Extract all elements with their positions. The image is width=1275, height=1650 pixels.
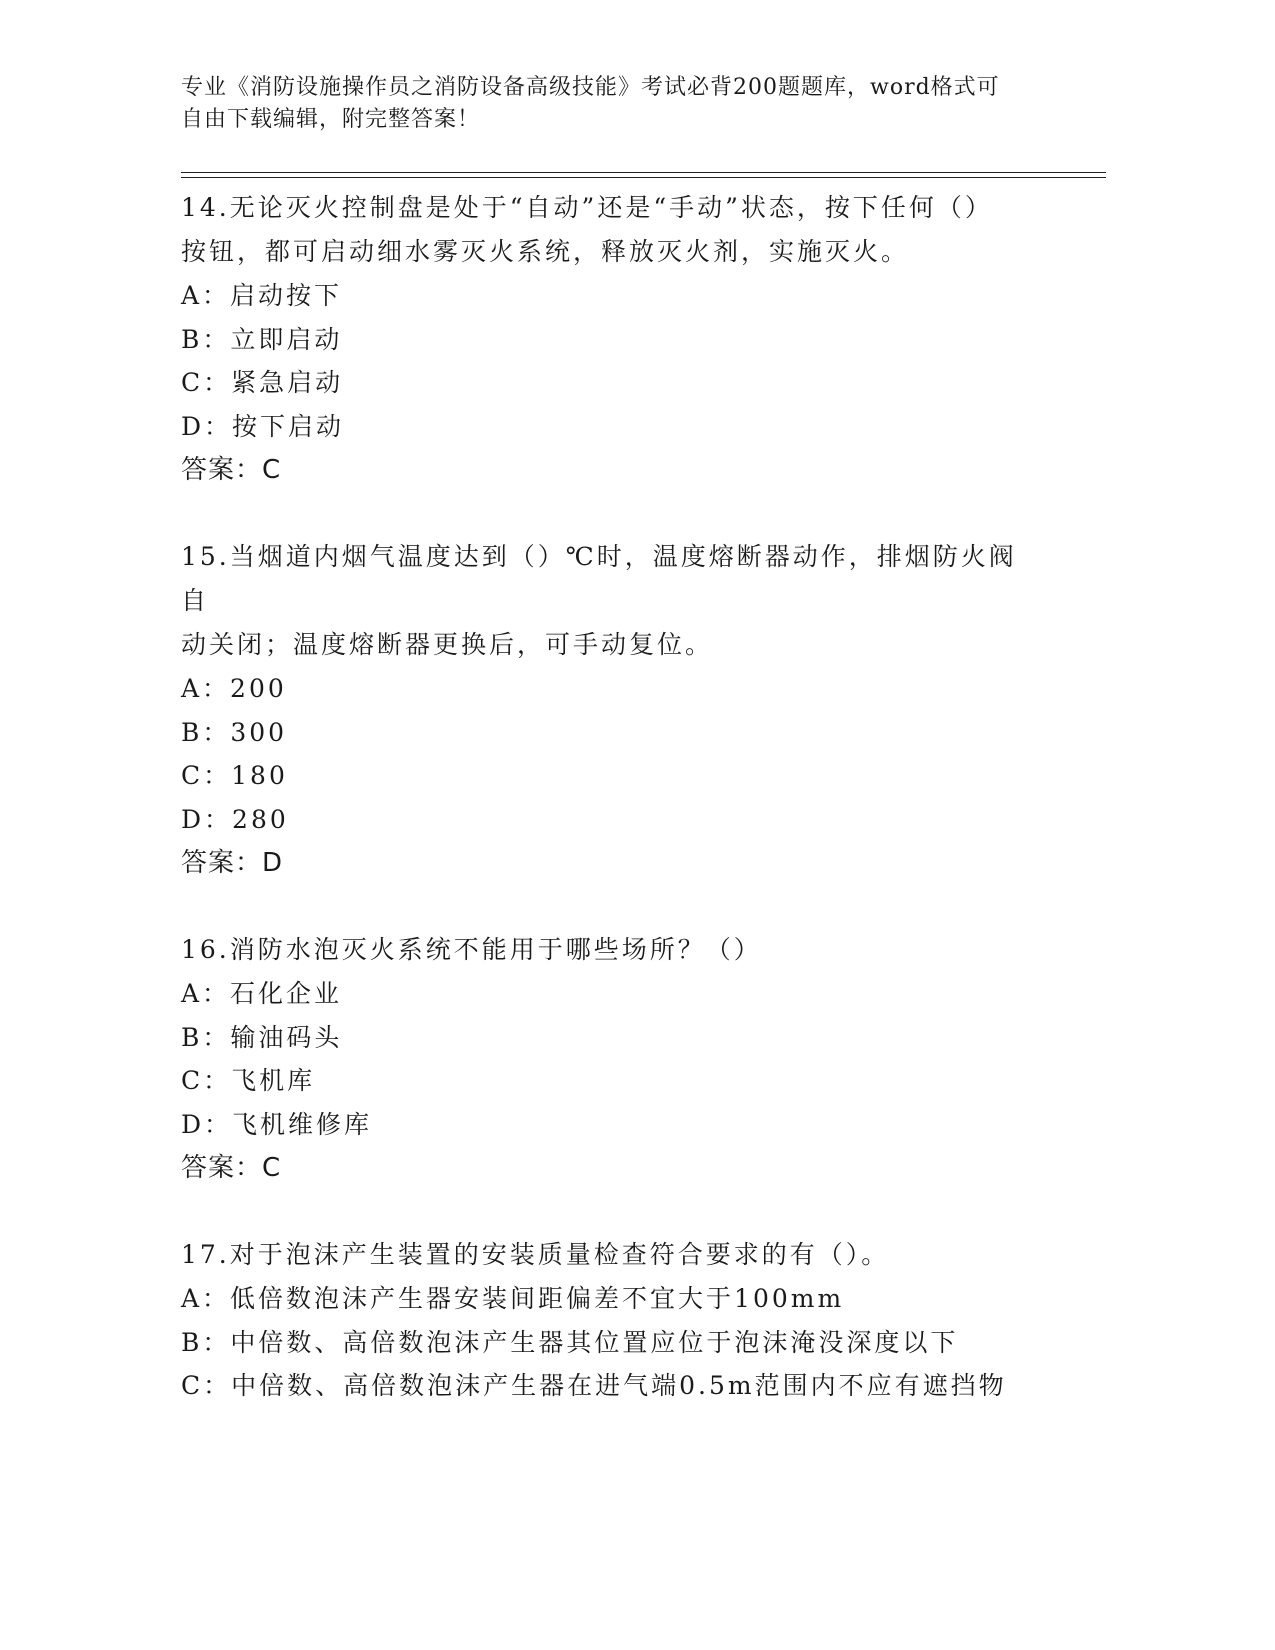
question-text-line: 15.当烟道内烟气温度达到（）℃时，温度熔断器动作，排烟防火阀自 [181, 542, 1017, 615]
question-text [181, 928, 1041, 972]
question-15 [181, 535, 1081, 885]
question-text [181, 535, 1041, 667]
document-header [181, 72, 1041, 136]
option-d: D：280 [181, 804, 289, 834]
question-text-line: 14.无论灭火控制盘是处于“自动”还是“手动”状态，按下任何（） [181, 193, 993, 222]
header-line-1: 专业《消防设施操作员之消防设备高级技能》考试必背200题题库，word格式可 [181, 75, 1000, 100]
answer: 答案：C [181, 455, 282, 485]
answer: 答案：D [181, 848, 284, 878]
option-c: C：中倍数、高倍数泡沫产生器在进气端0.5m范围内不应有遮挡物 [181, 1371, 1007, 1400]
question-17 [181, 1233, 1081, 1408]
option-a: A：低倍数泡沫产生器安装间距偏差不宜大于100mm [181, 1284, 845, 1313]
question-list [181, 186, 1081, 1451]
option-b: B：300 [181, 717, 288, 747]
question-16 [181, 928, 1081, 1190]
option-b: B：立即启动 [181, 324, 343, 354]
option-a: A：启动按下 [181, 281, 343, 310]
option-c: C：紧急启动 [181, 368, 344, 397]
header-divider-bottom [181, 177, 1106, 178]
option-c: C：180 [181, 761, 288, 790]
option-a: A：石化企业 [181, 979, 343, 1008]
option-c: C：飞机库 [181, 1066, 316, 1095]
question-text-line: 按钮，都可启动细水雾灭火系统，释放灭火剂，实施灭火。 [181, 237, 910, 266]
question-text-line: 动关闭；温度熔断器更换后，可手动复位。 [181, 630, 714, 659]
question-text [181, 186, 1041, 274]
question-14 [181, 186, 1081, 492]
question-text [181, 1233, 1041, 1277]
option-d: D：飞机维修库 [181, 1109, 373, 1139]
question-text-line: 17.对于泡沫产生装置的安装质量检查符合要求的有（）。 [181, 1240, 890, 1269]
header-divider-top [181, 172, 1106, 173]
question-text-line: 16.消防水泡灭火系统不能用于哪些场所？（） [181, 935, 762, 964]
answer: 答案：C [181, 1153, 282, 1183]
option-d: D：按下启动 [181, 411, 345, 441]
option-b: B：中倍数、高倍数泡沫产生器其位置应位于泡沫淹没深度以下 [181, 1327, 959, 1357]
option-b: B：输油码头 [181, 1022, 343, 1052]
header-line-2: 自由下载编辑，附完整答案！ [181, 107, 481, 132]
option-a: A：200 [181, 674, 287, 703]
